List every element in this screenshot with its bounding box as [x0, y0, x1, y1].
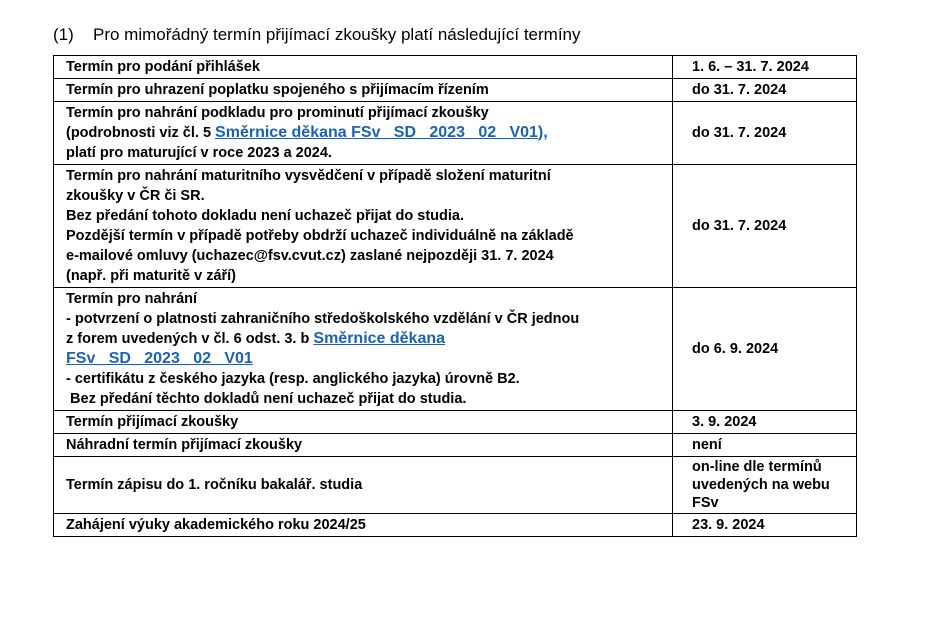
label-line: Termín pro uhrazení poplatku spojeného s přijímacím řízením: [66, 82, 489, 98]
date-line: on-line dle termínů: [692, 459, 822, 475]
label-line: Pozdější termín v případě potřeby obdrží uchazeč individuálně na základě: [66, 228, 574, 244]
label-line: - potvrzení o platnosti zahraničního středoškolského vzdělání v ČR jednou: [66, 311, 580, 327]
row-label: [54, 102, 673, 165]
label-line: Termín pro nahrání: [66, 291, 198, 307]
label-line: Termín pro podání přihlášek: [66, 59, 260, 75]
row-date: [673, 79, 857, 102]
date-line: do 6. 9. 2024: [692, 341, 779, 357]
label-line: Termín zápisu do 1. ročníku bakalář. studia: [66, 477, 363, 493]
row-date: [673, 434, 857, 457]
date-line: do 31. 7. 2024: [692, 218, 787, 234]
label-line: Termín přijímací zkoušky: [66, 414, 239, 430]
section-title: Pro mimořádný termín přijímací zkoušky platí následující termíny: [93, 25, 581, 44]
date-line: 1. 6. – 31. 7. 2024: [692, 59, 809, 75]
label-text: (podrobnosti viz čl. 5: [66, 125, 216, 141]
label-line: zkoušky v ČR či SR.: [66, 188, 205, 204]
label-line: [66, 123, 661, 143]
row-label: [54, 56, 673, 79]
row-label: [54, 411, 673, 434]
row-label: [54, 165, 673, 288]
label-line: [66, 349, 661, 369]
row-date: [673, 56, 857, 79]
label-line: (např. při maturitě v září): [66, 268, 237, 284]
label-line: e-mailové omluvy (uchazec@fsv.cvut.cz) zaslané nejpozději 31. 7. 2024: [66, 248, 554, 264]
directive-link[interactable]: Směrnice děkana: [313, 330, 446, 347]
date-line: FSv: [692, 495, 719, 511]
table-row: [54, 165, 857, 288]
directive-link[interactable]: FSv_ SD_ 2023_ 02_ V01: [66, 350, 253, 367]
date-line: uvedených na webu: [692, 477, 830, 493]
label-line: Bez předání tohoto dokladu není uchazeč přijat do studia.: [66, 208, 464, 224]
row-label: [54, 457, 673, 514]
label-line: platí pro maturující v roce 2023 a 2024.: [66, 145, 332, 161]
table-row: [54, 79, 857, 102]
label-text: ),: [537, 124, 548, 141]
row-label: [54, 514, 673, 537]
row-label: [54, 288, 673, 411]
row-date: [673, 457, 857, 514]
table-row: [54, 288, 857, 411]
section-heading: [53, 25, 581, 45]
terms-table: [53, 55, 857, 537]
row-date: [673, 411, 857, 434]
row-date: [673, 102, 857, 165]
row-date: [673, 165, 857, 288]
table-row: [54, 102, 857, 165]
section-number: (1): [53, 25, 74, 44]
label-line: [66, 329, 661, 349]
label-line: Náhradní termín přijímací zkoušky: [66, 437, 303, 453]
row-label: [54, 79, 673, 102]
table-row: [54, 434, 857, 457]
label-line: Termín pro nahrání maturitního vysvědčení v případě složení maturitní: [66, 168, 551, 184]
label-text: z forem uvedených v čl. 6 odst. 3. b: [66, 331, 314, 347]
date-line: do 31. 7. 2024: [692, 82, 787, 98]
label-line: - certifikátu z českého jazyka (resp. anglického jazyka) úrovně B2.: [66, 371, 520, 387]
row-label: [54, 434, 673, 457]
label-line: Bez předání těchto dokladů není uchazeč přijat do studia.: [66, 391, 467, 407]
directive-link[interactable]: Směrnice děkana FSv_ SD_ 2023_ 02_ V01: [215, 124, 538, 141]
table-row: [54, 457, 857, 514]
row-date: [673, 514, 857, 537]
table-row: [54, 411, 857, 434]
label-line: Termín pro nahrání podkladu pro prominutí přijímací zkoušky: [66, 105, 489, 121]
date-line: 3. 9. 2024: [692, 414, 757, 430]
table-row: [54, 56, 857, 79]
label-line: Zahájení výuky akademického roku 2024/25: [66, 517, 366, 533]
date-line: 23. 9. 2024: [692, 517, 765, 533]
date-line: není: [692, 437, 722, 453]
date-line: do 31. 7. 2024: [692, 125, 787, 141]
table-row: [54, 514, 857, 537]
row-date: [673, 288, 857, 411]
